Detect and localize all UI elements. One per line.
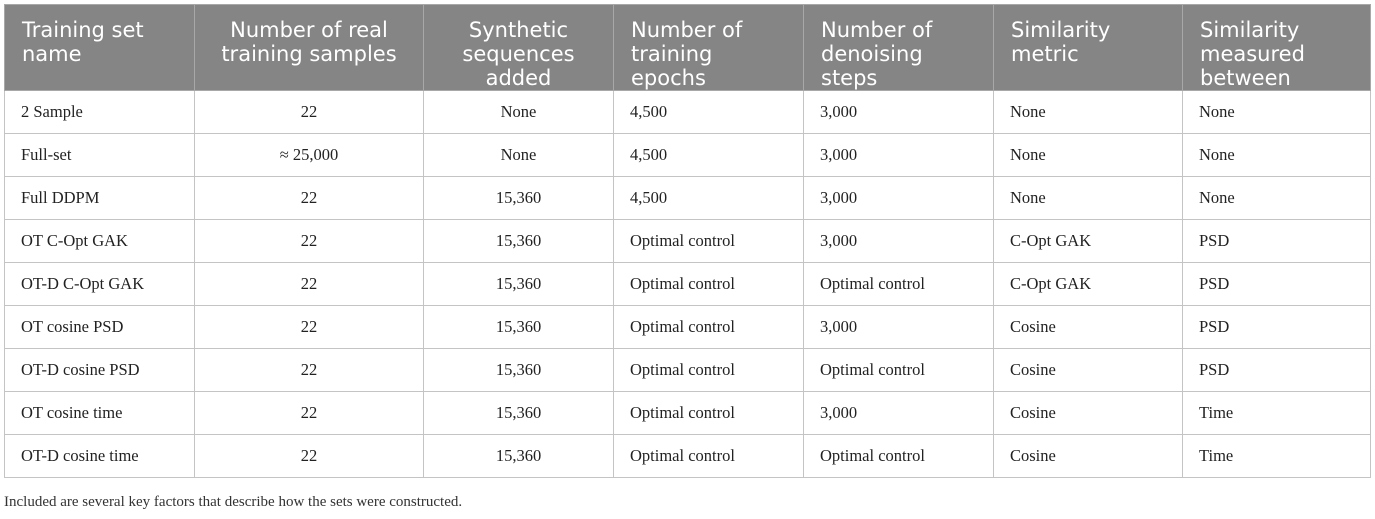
header-synthetic-sequences: Synthetic sequences added: [424, 5, 614, 91]
cell-denoising: 3,000: [804, 392, 994, 435]
cell-real-samples: 22: [195, 263, 424, 306]
header-row: [5, 5, 1371, 91]
cell-set-name: OT-D C-Opt GAK: [5, 263, 195, 306]
cell-real-samples: 22: [195, 220, 424, 263]
training-sets-table: [4, 4, 1371, 478]
cell-epochs: Optimal control: [614, 392, 804, 435]
cell-measured-between: None: [1183, 134, 1371, 177]
cell-epochs: 4,500: [614, 91, 804, 134]
cell-set-name: OT cosine time: [5, 392, 195, 435]
cell-denoising: 3,000: [804, 177, 994, 220]
cell-set-name: Full DDPM: [5, 177, 195, 220]
cell-set-name: 2 Sample: [5, 91, 195, 134]
cell-synthetic: 15,360: [424, 306, 614, 349]
cell-set-name: OT C-Opt GAK: [5, 220, 195, 263]
table-footnote: Included are several key factors that describe how the sets were constructed.: [4, 494, 463, 510]
table-row: [5, 435, 1371, 478]
cell-epochs: Optimal control: [614, 435, 804, 478]
cell-real-samples: 22: [195, 306, 424, 349]
cell-synthetic: None: [424, 91, 614, 134]
cell-epochs: Optimal control: [614, 306, 804, 349]
cell-epochs: 4,500: [614, 134, 804, 177]
cell-denoising: 3,000: [804, 134, 994, 177]
cell-real-samples: 22: [195, 91, 424, 134]
header-denoising-steps: Number of denoising steps: [804, 5, 994, 91]
table-row: [5, 91, 1371, 134]
table-row: [5, 134, 1371, 177]
cell-synthetic: 15,360: [424, 263, 614, 306]
header-training-set-name: Training set name: [5, 5, 195, 91]
header-real-samples: Number of real training samples: [195, 5, 424, 91]
cell-measured-between: None: [1183, 91, 1371, 134]
cell-epochs: Optimal control: [614, 220, 804, 263]
cell-measured-between: None: [1183, 177, 1371, 220]
cell-denoising: 3,000: [804, 91, 994, 134]
cell-epochs: Optimal control: [614, 263, 804, 306]
cell-real-samples: 22: [195, 392, 424, 435]
cell-metric: C-Opt GAK: [994, 220, 1183, 263]
cell-denoising: Optimal control: [804, 435, 994, 478]
cell-metric: C-Opt GAK: [994, 263, 1183, 306]
cell-real-samples: 22: [195, 177, 424, 220]
cell-set-name: OT-D cosine PSD: [5, 349, 195, 392]
cell-real-samples: ≈ 25,000: [195, 134, 424, 177]
cell-synthetic: 15,360: [424, 177, 614, 220]
cell-set-name: OT cosine PSD: [5, 306, 195, 349]
cell-synthetic: 15,360: [424, 392, 614, 435]
cell-metric: Cosine: [994, 392, 1183, 435]
cell-metric: Cosine: [994, 349, 1183, 392]
table-row: [5, 263, 1371, 306]
cell-denoising: 3,000: [804, 306, 994, 349]
table-row: [5, 220, 1371, 263]
cell-epochs: 4,500: [614, 177, 804, 220]
cell-measured-between: PSD: [1183, 220, 1371, 263]
cell-denoising: Optimal control: [804, 263, 994, 306]
cell-set-name: Full-set: [5, 134, 195, 177]
cell-real-samples: 22: [195, 435, 424, 478]
header-similarity-measured: Similarity measured between: [1183, 5, 1371, 91]
table-row: [5, 392, 1371, 435]
cell-epochs: Optimal control: [614, 349, 804, 392]
cell-denoising: Optimal control: [804, 349, 994, 392]
cell-measured-between: Time: [1183, 435, 1371, 478]
header-training-epochs: Number of training epochs: [614, 5, 804, 91]
cell-measured-between: Time: [1183, 392, 1371, 435]
cell-measured-between: PSD: [1183, 306, 1371, 349]
cell-set-name: OT-D cosine time: [5, 435, 195, 478]
cell-synthetic: 15,360: [424, 220, 614, 263]
cell-synthetic: None: [424, 134, 614, 177]
cell-metric: None: [994, 134, 1183, 177]
table-row: [5, 306, 1371, 349]
cell-measured-between: PSD: [1183, 349, 1371, 392]
cell-real-samples: 22: [195, 349, 424, 392]
table-row: [5, 349, 1371, 392]
cell-metric: Cosine: [994, 306, 1183, 349]
cell-metric: None: [994, 177, 1183, 220]
cell-denoising: 3,000: [804, 220, 994, 263]
cell-synthetic: 15,360: [424, 349, 614, 392]
header-similarity-metric: Similarity metric: [994, 5, 1183, 91]
table-row: [5, 177, 1371, 220]
cell-synthetic: 15,360: [424, 435, 614, 478]
cell-metric: None: [994, 91, 1183, 134]
cell-metric: Cosine: [994, 435, 1183, 478]
cell-measured-between: PSD: [1183, 263, 1371, 306]
